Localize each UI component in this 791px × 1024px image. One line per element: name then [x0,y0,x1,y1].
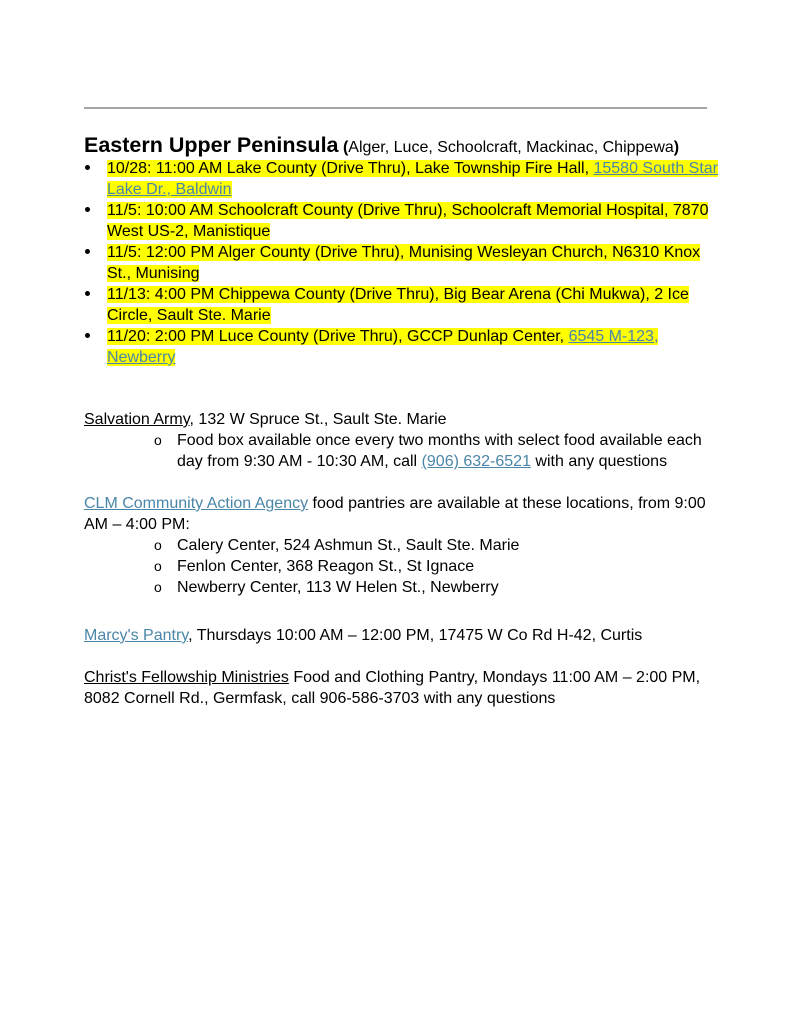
circle-bullet-icon: o [154,432,162,448]
event-item [84,242,724,284]
salvation-detail-end: with any questions [530,453,668,470]
bullet-icon [80,200,105,221]
clm-agency-link[interactable]: CLM Community Action Agency [84,495,309,512]
paren-open: ( [342,139,349,156]
clm-location: Newberry Center, 113 W Helen St., Newberry [177,579,499,596]
event-item [84,284,724,326]
header-divider [84,107,707,109]
clm-entry [84,493,724,535]
paren-close: ) [673,139,680,156]
salvation-army-address: , 132 W Spruce St., Sault Ste. Marie [189,411,447,428]
bullet-icon [80,242,105,263]
section-counties: Alger, Luce, Schoolcraft, Mackinac, Chippewa [348,139,674,156]
list-item [154,556,724,577]
event-text: 11/13: 4:00 PM Chippewa County (Drive Thru), Big Bear Arena (Chi Mukwa), 2 Ice Circle, Sault Ste. Marie [107,286,689,324]
salvation-detail-text: Food box available once every two months with select food available each day from 9:30 AM - 10:30 AM, call [177,432,702,470]
event-item [84,326,724,368]
circle-bullet-icon: o [154,558,162,574]
salvation-phone-link[interactable]: (906) 632-6521 [421,453,531,470]
salvation-army-entry [84,409,724,430]
marcys-pantry-link[interactable]: Marcy's Pantry [84,627,189,644]
clm-locations [84,535,724,598]
salvation-army-details [84,430,724,472]
event-text: 10/28: 11:00 AM Lake County (Drive Thru), Lake Township Fire Hall, [107,160,594,177]
bullet-icon [80,158,105,179]
list-item [154,577,724,598]
bullet-icon [80,284,105,305]
section-title: Eastern Upper Peninsula [84,133,339,157]
marcys-pantry-entry [84,625,724,646]
christs-fellowship-entry [84,667,724,709]
event-item [84,200,724,242]
marcys-pantry-desc: , Thursdays 10:00 AM – 12:00 PM, 17475 W Co Rd H-42, Curtis [188,627,643,644]
event-text: 11/5: 10:00 AM Schoolcraft County (Drive Thru), Schoolcraft Memorial Hospital, 7870 West US-2, Manistique [107,202,709,240]
event-address-link[interactable]: 15580 South Star Lake Dr., Baldwin [107,160,719,198]
drive-thru-events [84,158,724,368]
circle-bullet-icon: o [154,579,162,595]
event-address-link[interactable]: 6545 M-123, Newberry [107,328,659,366]
event-item [84,158,724,200]
section-heading [84,135,724,158]
clm-location: Calery Center, 524 Ashmun St., Sault Ste. Marie [177,537,520,554]
bullet-icon [80,326,105,347]
salvation-army-name[interactable]: Salvation Army [84,411,190,428]
event-text: 11/20: 2:00 PM Luce County (Drive Thru), GCCP Dunlap Center, [107,328,569,345]
clm-location: Fenlon Center, 368 Reagon St., St Ignace [177,558,475,575]
circle-bullet-icon: o [154,537,162,553]
christs-fellowship-name[interactable]: Christ's Fellowship Ministries [84,669,289,686]
list-item [154,430,724,472]
clm-description: food pantries are available at these locations, from 9:00 AM – 4:00 PM: [84,495,706,533]
list-item [154,535,724,556]
document-body [84,135,724,709]
event-text: 11/5: 12:00 PM Alger County (Drive Thru), Munising Wesleyan Church, N6310 Knox St., Munising [107,244,701,282]
christs-fellowship-desc: Food and Clothing Pantry, Mondays 11:00 AM – 2:00 PM, 8082 Cornell Rd., Germfask, call 906-586-3703 with any questions [84,669,701,707]
